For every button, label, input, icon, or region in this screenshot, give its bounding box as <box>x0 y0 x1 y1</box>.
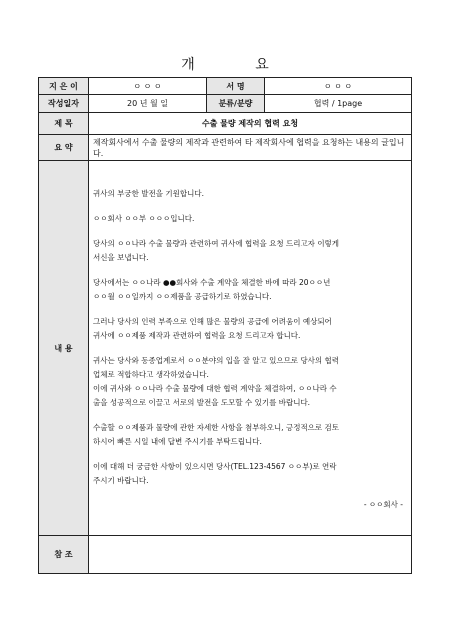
content-paragraph-6: 귀사는 당사와 동종업계로서 ㅇㅇ분야의 입을 잘 알고 있으므로 당사의 협력 업체로 적합하다고 생각하였습니다. 이에 귀사와 ㅇㅇ나라 수출 물량에 대한 협력 계약을 체결하여, ㅇㅇ나라 수 출을 성공적으로 이끌고 서로의 발전을 도모할 수 있기를 바랍니다. <box>93 355 340 407</box>
document-title: 개 요 <box>181 57 297 73</box>
subject-value[interactable]: 수출 물량 제작의 협력 요청 <box>89 113 412 135</box>
content-paragraph-8: 이에 대해 더 궁금한 사항이 있으시면 당사(TEL.123-4567 ㅇㅇ부)로 연락 주시기 바랍니다. <box>93 461 337 485</box>
category-label: 분류/분량 <box>207 95 265 113</box>
content-body[interactable] <box>89 161 412 536</box>
subject-label: 제 목 <box>39 113 89 135</box>
category-value[interactable]: 협력 / 1page <box>265 95 412 113</box>
subject-row <box>39 113 412 135</box>
date-label: 작성일자 <box>39 95 89 113</box>
content-paragraph-7: 수출할 ㅇㅇ제품과 물량에 관한 자세한 사항을 첨부하오니, 긍정적으로 검토 하시어 빠른 시일 내에 답변 주시기를 부탁드립니다. <box>93 422 340 446</box>
reference-row <box>39 536 412 574</box>
content-paragraph-1: 귀사의 부궁한 발전을 기원합니다. <box>93 188 204 198</box>
author-value[interactable]: ㅇ ㅇ ㅇ <box>89 78 207 95</box>
reference-label: 참 조 <box>39 536 89 574</box>
content-row <box>39 161 412 536</box>
author-row <box>39 78 412 95</box>
date-value[interactable]: 20 년 월 일 <box>89 95 207 113</box>
company-signature: - ㅇㅇ회사 - <box>363 499 403 509</box>
overview-table <box>38 77 412 574</box>
summary-label: 요 약 <box>39 135 89 161</box>
author-label: 지 은 이 <box>39 78 89 95</box>
signature-value[interactable]: ㅇ ㅇ ㅇ <box>265 78 412 95</box>
reference-value[interactable] <box>89 536 412 574</box>
date-row <box>39 95 412 113</box>
summary-row <box>39 135 412 161</box>
signature-label: 서 명 <box>207 78 265 95</box>
content-paragraph-4: 당사에서는 ㅇㅇ나라 ●●회사와 수출 계약을 체결한 바에 따라 20ㅇㅇ년 ㅇㅇ월 ㅇㅇ일까지 ㅇㅇ제품을 공급하기로 하였습니다. <box>93 277 331 301</box>
content-paragraph-2: ㅇㅇ회사 ㅇㅇ부 ㅇㅇㅇ입니다. <box>93 213 195 223</box>
content-paragraph-3: 당사의 ㅇㅇ나라 수출 물량과 관련하여 귀사에 협력을 요청 드리고자 이렇게 서신을 보냅니다. <box>93 238 340 262</box>
content-paragraph-5: 그러나 당사의 인력 부족으로 인해 많은 물량의 공급에 어려움이 예상되어 귀사에 ㅇㅇ제품 제작과 관련하여 협력을 요청 드리고자 합니다. <box>93 316 332 340</box>
summary-value[interactable]: 제작회사에서 수출 물량의 제작과 관련하여 타 제작회사에 협력을 요청하는 내용의 글입니다. <box>89 135 412 161</box>
content-label: 내 용 <box>39 161 89 536</box>
